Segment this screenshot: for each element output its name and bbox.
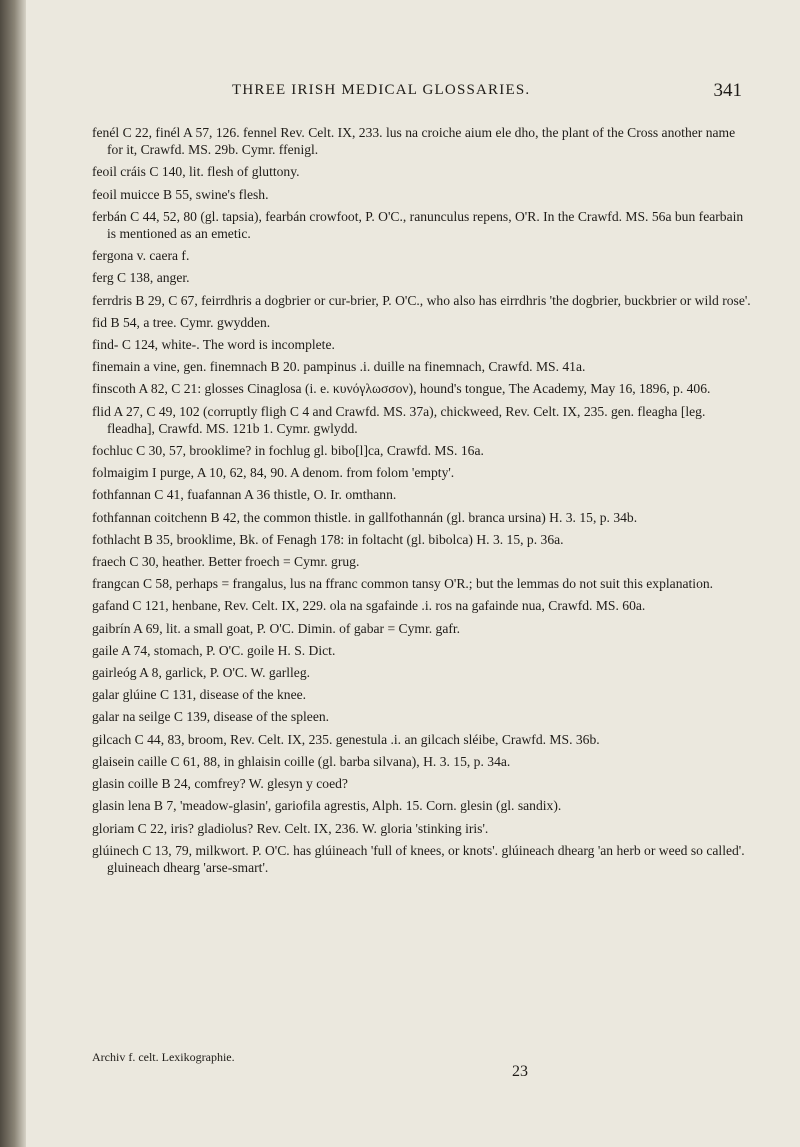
running-head: THREE IRISH MEDICAL GLOSSARIES. <box>232 82 531 98</box>
archive-imprint: Archiv f. celt. Lexikographie. <box>92 1050 235 1064</box>
glossary-entry: fraech C 30, heather. Better froech = Cymr. grug. <box>92 554 360 570</box>
glossary-entry: fothfannan C 41, fuafannan A 36 thistle, O. Ir. omthann. <box>92 487 397 503</box>
glossary-entry: fenél C 22, finél A 57, 126. fennel Rev. Celt. IX, 233. lus na croiche aium ele dho, the plant of the Cross another name for it, Crawfd. MS. 29b. Cymr. ffenigl. <box>92 125 736 158</box>
glossary-entry: fothlacht B 35, brooklime, Bk. of Fenagh 178: in foltacht (gl. bibolca) H. 3. 15, p. 36a. <box>92 531 564 547</box>
glossary-entry: gairleóg A 8, garlick, P. O'C. W. garlleg. <box>92 665 311 681</box>
book-spine-shadow <box>0 0 26 1147</box>
page-number: 341 <box>713 80 742 101</box>
glossary-entry: galar glúine C 131, disease of the knee. <box>92 687 307 703</box>
glossary-entry: glaisein caille C 61, 88, in ghlaisin coille (gl. barba silvana), H. 3. 15, p. 34a. <box>92 753 511 769</box>
glossary-entry: fothfannan coitchenn B 42, the common thistle. in gallfothannán (gl. branca ursina) H. 3. 15, p. 34b. <box>92 509 638 525</box>
glossary-text <box>92 124 752 881</box>
glossary-entry: galar na seilge C 139, disease of the spleen. <box>92 709 330 725</box>
glossary-entry: gloriam C 22, iris? gladiolus? Rev. Celt. IX, 236. W. gloria 'stinking iris'. <box>92 820 489 836</box>
glossary-entry: finscoth A 82, C 21: glosses Cinaglosa (i. e. κυνόγλωσσον), hound's tongue, The Academy, May 16, 1896, p. 406. <box>92 381 711 397</box>
glossary-entry: fergona v. caera f. <box>92 248 190 264</box>
glossary-entry: ferg C 138, anger. <box>92 270 190 286</box>
glossary-entry: feoil cráis C 140, lit. flesh of gluttony. <box>92 164 300 180</box>
glossary-entry: fochluc C 30, 57, brooklime? in fochlug gl. bibo[l]ca, Crawfd. MS. 16a. <box>92 443 484 459</box>
glossary-entry: glasin lena B 7, 'meadow-glasin', gariofila agrestis, Alph. 15. Corn. glesin (gl. sandix). <box>92 798 562 814</box>
signature-mark: 23 <box>512 1063 528 1080</box>
glossary-entry: glúinech C 13, 79, milkwort. P. O'C. has glúineach 'full of knees, or knots'. glúineach dhearg 'an herb or weed so called'. gluineach dhearg 'arse-smart'. <box>92 842 745 875</box>
glossary-entry: find- C 124, white-. The word is incomplete. <box>92 337 335 353</box>
glossary-entry: gafand C 121, henbane, Rev. Celt. IX, 229. ola na sgafainde .i. ros na gafainde nua, Crawfd. MS. 60a. <box>92 598 646 614</box>
glossary-entry: frangcan C 58, perhaps = frangalus, lus na ffranc common tansy O'R.; but the lemmas do not suit this explanation. <box>92 576 714 592</box>
glossary-entry: glasin coille B 24, comfrey? W. glesyn y coed? <box>92 776 348 792</box>
glossary-entry: ferrdris B 29, C 67, feirrdhris a dogbrier or cur-brier, P. O'C., who also has eirrdhris 'the dogbrier, buckbrier or wild rose'. <box>92 292 751 308</box>
glossary-entry: feoil muicce B 55, swine's flesh. <box>92 186 269 202</box>
glossary-entry: gilcach C 44, 83, broom, Rev. Celt. IX, 235. genestula .i. an gilcach sléibe, Crawfd. MS. 36b. <box>92 731 600 747</box>
glossary-entry: flid A 27, C 49, 102 (corruptly fligh C 4 and Crawfd. MS. 37a), chickweed, Rev. Celt. IX, 235. gen. fleagha [leg. fleadha], Crawfd. MS. 121b 1. Cymr. gwlydd. <box>92 403 706 436</box>
glossary-entry: fid B 54, a tree. Cymr. gwydden. <box>92 314 271 330</box>
page-header <box>92 82 742 104</box>
glossary-entry: gaile A 74, stomach, P. O'C. goile H. S. Dict. <box>92 642 336 658</box>
glossary-entry: folmaigim I purge, A 10, 62, 84, 90. A denom. from folom 'empty'. <box>92 465 455 481</box>
glossary-entry: ferbán C 44, 52, 80 (gl. tapsia), fearbán crowfoot, P. O'C., ranunculus repens, O'R. In the Crawfd. MS. 56a bun fearbain is mentioned as an emetic. <box>92 208 744 242</box>
glossary-entry: gaibrín A 69, lit. a small goat, P. O'C. Dimin. of gabar = Cymr. gafr. <box>92 620 461 636</box>
glossary-entry: finemain a vine, gen. finemnach B 20. pampinus .i. duille na finemnach, Crawfd. MS. 41a. <box>92 359 586 375</box>
